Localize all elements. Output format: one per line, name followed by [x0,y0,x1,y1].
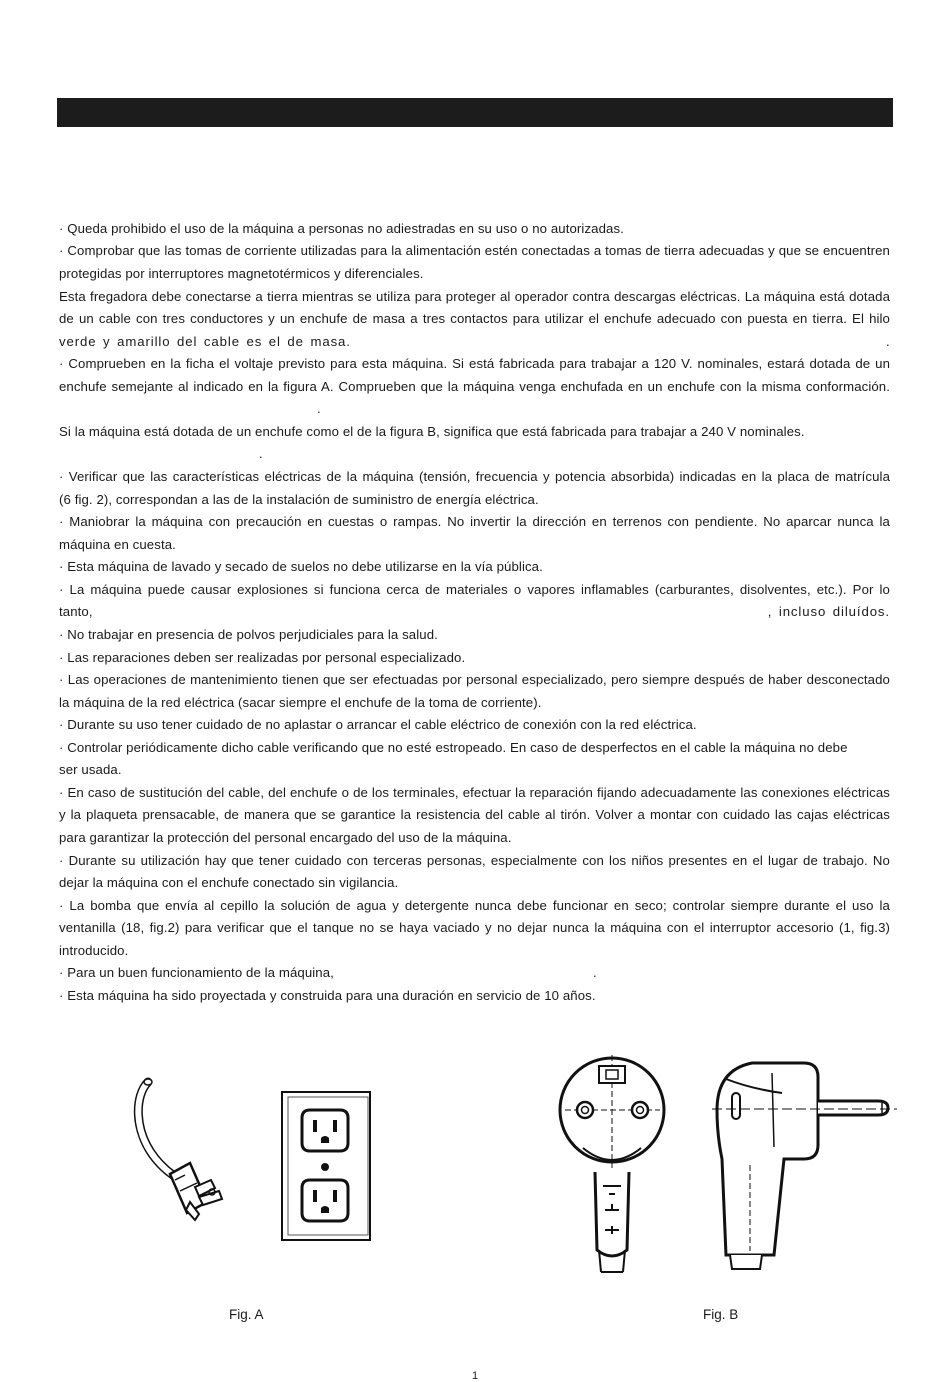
text-line: la máquina de la red eléctrica (sacar siempre el enchufe de la toma de corriente). [59,695,542,710]
plug-cable-illustration [115,1070,245,1230]
text-line: · Comprueben en la ficha el voltaje previsto para esta máquina. Si está fabricada para trabajar a 120 V. nominales, estará dotada de un [59,356,890,371]
text-line: enchufe semejante al indicado en la figura A. Comprueben que la máquina venga enchufada en un enchufe con la misma conformación. [59,379,890,394]
text-line: tanto, [59,604,93,619]
text-line: Si la máquina está dotada de un enchufe como el de la figura B, significa que está fabricada para trabajar a 240 V nominales. [59,424,805,439]
text-dot: . [593,965,597,980]
text-line: máquina en cuesta. [59,537,176,552]
text-line: · En caso de sustitución del cable, del enchufe o de los terminales, efectuar la reparación fijando adecuadamente las conexiones eléctricas [59,785,890,800]
text-line: · Verificar que las características eléctricas de la máquina (tensión, frecuencia y potencia absorbida) indicadas en la placa de matrícula [59,469,890,484]
text-dot: . [317,401,321,416]
page-number: 1 [472,1370,479,1382]
text-line: · Comprobar que las tomas de corriente utilizadas para la alimentación estén conectadas a tomas de tierra adecuadas y que se encuentren [59,243,890,258]
text-line: · Durante su uso tener cuidado de no aplastar o arrancar el cable eléctrico de conexión con la red eléctrica. [59,717,697,732]
text-line: ser usada. [59,762,122,777]
text-line: Esta fregadora debe conectarse a tierra mientras se utiliza para proteger al operador contra descargas eléctricas. La máquina está dotada [59,289,890,304]
text-line: · No trabajar en presencia de polvos perjudiciales para la salud. [59,627,438,642]
text-line: , incluso diluídos. [767,604,890,619]
text-line: · Maniobrar la máquina con precaución en cuestas o rampas. No invertir la dirección en terrenos con pendiente. No aparcar nunca la [59,514,890,529]
figure-b-caption: Fig. B [703,1307,739,1322]
text-line: · Esta máquina ha sido proyectada y construida para una duración en servicio de 10 años. [59,988,596,1003]
text-line: ventanilla (18, fig.2) para verificar que el tanque no se haya vaciado y no dejar nunca la máquina con el interruptor accesorio (1, fig.3) [59,920,890,935]
text-line: protegidas por interruptores magnetotérmicos y diferenciales. [59,266,424,281]
text-line: verde y amarillo del cable es el de masa. [59,334,351,349]
figure-a-caption: Fig. A [229,1307,264,1322]
text-line: (6 fig. 2), correspondan a las de la instalación de suministro de energía eléctrica. [59,492,539,507]
text-line: · La máquina puede causar explosiones si funciona cerca de materiales o vapores inflamables (carburantes, disolventes, etc.). Por lo [59,582,890,597]
schuko-plug-side-illustration [712,1055,897,1275]
text-line: · Controlar periódicamente dicho cable verificando que no esté estropeado. En caso de desperfectos en el cable la máquina no debe [59,740,848,755]
text-dot: . [259,446,263,461]
text-line: para garantizar la protección del personal encargado del uso de la máquina. [59,830,512,845]
text-dot: . [886,334,890,349]
text-line: · Esta máquina de lavado y secado de suelos no debe utilizarse en la vía pública. [59,559,543,574]
text-line: · Las operaciones de mantenimiento tienen que ser efectuadas por personal especializado, pero siempre después de haber desconectado [59,672,890,687]
text-line: · Queda prohibido el uso de la máquina a personas no adiestradas en su uso o no autorizadas. [59,221,624,236]
text-line: introducido. [59,943,129,958]
text-line: · Durante su utilización hay que tener cuidado con terceras personas, especialmente con los niños presentes en el lugar de trabajo. No [59,853,890,868]
section-header-bar [57,98,893,127]
schuko-plug-front-illustration [555,1050,675,1278]
wall-outlet-illustration [278,1088,374,1243]
text-line: dejar la máquina con el enchufe conectado sin vigilancia. [59,875,399,890]
text-line: de un cable con tres conductores y un enchufe de masa a tres contactos para utilizar el enchufe adecuado con puesta en tierra. El hilo [59,311,890,326]
text-line: · Las reparaciones deben ser realizadas por personal especializado. [59,650,466,665]
text-line: y la plaqueta prensacable, de manera que se garantice la resistencia del cable al tirón. Volver a montar con cuidado las cajas eléctricas [59,807,890,822]
text-line: · La bomba que envía al cepillo la solución de agua y detergente nunca debe funcionar en seco; controlar siempre durante el uso la [59,898,890,913]
text-line: · Para un buen funcionamiento de la máquina, [59,965,334,980]
